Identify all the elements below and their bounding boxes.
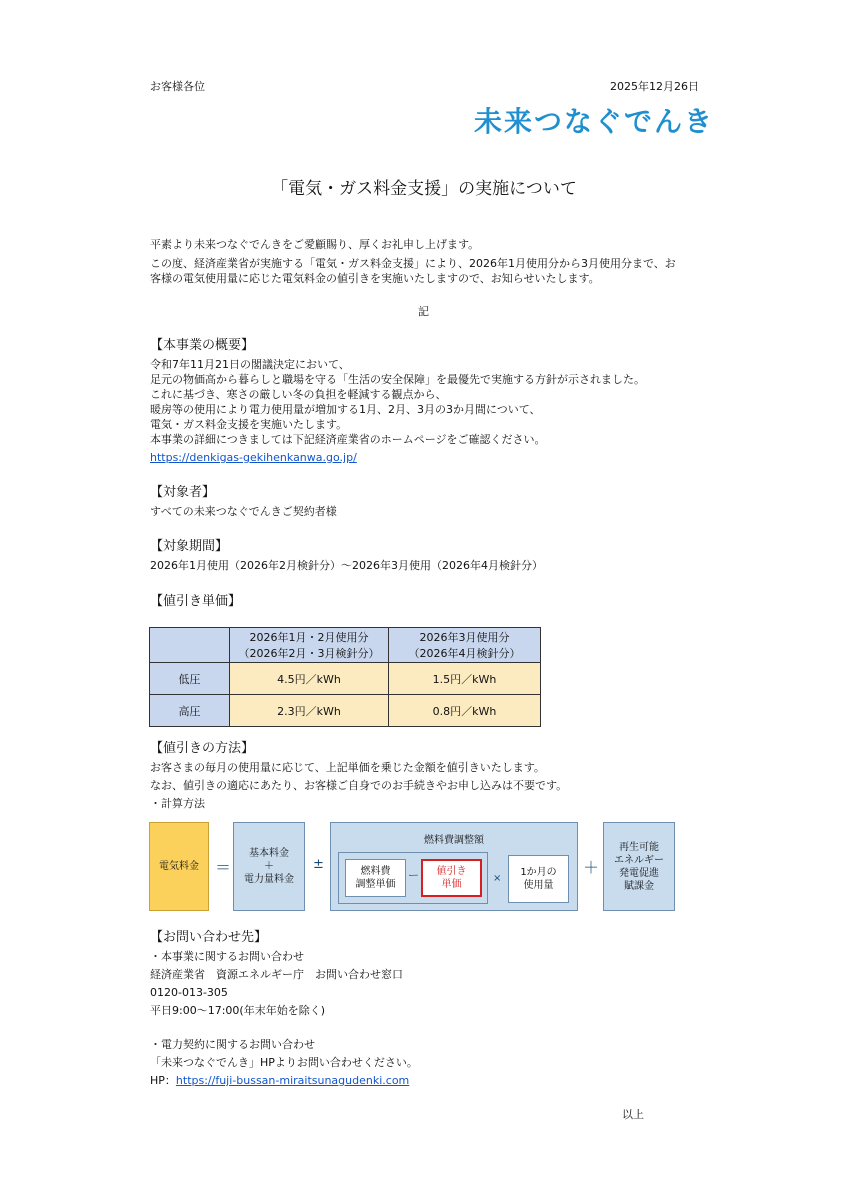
- overview-line-4: 暖房等の使用により電力使用量が増加する1月、2月、3月の3か月間について、: [150, 403, 541, 416]
- table-row: [150, 663, 541, 695]
- overview-line-3: これに基づき、寒さの厳しい冬の負担を軽減する観点から、: [150, 388, 447, 401]
- contact-line-5: ・電力契約に関するお問い合わせ: [150, 1038, 315, 1051]
- date: 2025年12月26日: [610, 80, 699, 93]
- hp-line: [150, 1073, 409, 1088]
- discount-unit-box: [421, 859, 482, 897]
- closing-ijou: 以上: [622, 1108, 644, 1121]
- col2-line1: 2026年3月使用分: [419, 631, 510, 644]
- minus-sign: ー: [408, 869, 419, 882]
- electric-fee-label: 電気料金: [159, 861, 199, 872]
- equals-sign: ＝: [215, 858, 232, 877]
- renew-line3: 発電促進: [619, 867, 659, 879]
- overview-line-2: 足元の物価高から暮らしと職場を守る「生活の安全保障」を最優先で実施する方針が示されました。: [150, 373, 645, 386]
- method-line-1: お客さまの毎月の使用量に応じて、上記単価を乗じた金額を値引きいたします。: [150, 761, 545, 774]
- ki-mark: 記: [418, 305, 429, 318]
- contact-phone: 0120-013-305: [150, 986, 228, 999]
- renew-line4: 賦課金: [624, 880, 654, 892]
- contact-line-2: 経済産業省 資源エネルギー庁 お問い合わせ窓口: [150, 968, 403, 981]
- method-line-2: なお、値引きの適応にあたり、お客様ご自身でのお手続きやお申し込みは不要です。: [150, 779, 568, 792]
- row-label-high: 高圧: [150, 695, 230, 727]
- intro-line-1: 平素より未来つなぐでんきをご愛顧賜り、厚くお礼申し上げます。: [150, 238, 480, 251]
- hp-link[interactable]: https://fuji-bussan-miraitsunagudenki.com: [175, 1074, 410, 1087]
- renew-line2: エネルギー: [614, 854, 664, 866]
- contact-line-1: ・本事業に関するお問い合わせ: [150, 950, 304, 963]
- overview-line-5: 電気・ガス料金支援を実施いたします。: [150, 418, 348, 431]
- basic-fee-line1: 基本料金: [249, 848, 289, 859]
- company-logo: [474, 100, 714, 140]
- col1-line1: 2026年1月・2月使用分: [249, 631, 369, 644]
- cell-high-v2: 0.8円／kWh: [389, 695, 541, 727]
- overview-line-6: 本事業の詳細につきましては下記経済産業省のホームページをご確認ください。: [150, 433, 546, 446]
- discount-line1: 値引き: [436, 866, 467, 877]
- col-header-mar: [389, 628, 541, 663]
- usage-box: [508, 855, 569, 903]
- meti-link[interactable]: https://denkigas-gekihenkanwa.go.jp/: [150, 451, 357, 464]
- times-sign: ×: [493, 873, 502, 884]
- recipient: お客様各位: [150, 80, 205, 93]
- row-label-low: 低圧: [150, 663, 230, 695]
- intro-line-2: この度、経済産業省が実施する「電気・ガス料金支援」により、2026年1月使用分から3月使用分まで、お: [150, 257, 676, 270]
- overview-heading: 【本事業の概要】: [150, 338, 255, 353]
- hp-label: HP：: [150, 1074, 176, 1087]
- basic-fee-line3: 電力量料金: [244, 874, 294, 885]
- usage-line1: 1か月の: [520, 867, 557, 878]
- page-title: 「電気・ガス料金支援」の実施について: [271, 179, 577, 199]
- unit-price-table: [149, 627, 541, 727]
- fuel-adjust-title: 燃料費調整額: [424, 835, 484, 846]
- intro-line-3: 客様の電気使用量に応じた電気料金の値引きを実施いたしますので、お知らせいたします。: [150, 272, 600, 285]
- fuel-unit-line1: 燃料費: [360, 866, 391, 877]
- col2-line2: （2026年4月検針分）: [408, 647, 521, 660]
- renewable-levy-box: [603, 822, 675, 911]
- basic-fee-box: [233, 822, 305, 911]
- contact-heading: 【お問い合わせ先】: [150, 930, 268, 945]
- fuel-unit-box: [345, 859, 406, 897]
- basic-fee-line2: ＋: [264, 861, 274, 872]
- unit-price-heading: 【値引き単価】: [150, 594, 242, 609]
- usage-line2: 使用量: [523, 880, 554, 891]
- col-header-jan-feb: [230, 628, 389, 663]
- method-line-3: ・計算方法: [150, 797, 205, 810]
- discount-line2: 単価: [441, 879, 462, 890]
- method-heading: 【値引きの方法】: [150, 741, 255, 756]
- cell-low-v1: 4.5円／kWh: [230, 663, 389, 695]
- table-corner: [150, 628, 230, 663]
- electric-fee-box: [149, 822, 209, 911]
- target-text: すべての未来つなぐでんきご契約者様: [150, 505, 337, 518]
- overview-line-1: 令和7年11月21日の閣議決定において、: [150, 358, 350, 371]
- fuel-unit-line2: 調整単価: [355, 879, 396, 890]
- target-heading: 【対象者】: [150, 485, 216, 500]
- table-row: [150, 695, 541, 727]
- period-text: 2026年1月使用（2026年2月検針分）～2026年3月使用（2026年4月検針分）: [150, 559, 543, 572]
- col1-line2: （2026年2月・3月検針分）: [238, 647, 380, 660]
- period-heading: 【対象期間】: [150, 539, 229, 554]
- plus-minus-sign: ±: [313, 857, 324, 872]
- renew-line1: 再生可能: [619, 841, 659, 853]
- cell-high-v1: 2.3円／kWh: [230, 695, 389, 727]
- cell-low-v2: 1.5円／kWh: [389, 663, 541, 695]
- plus-sign: ＋: [583, 858, 600, 877]
- contact-hours: 平日9:00～17:00(年末年始を除く): [150, 1004, 325, 1017]
- logo-text: 未来つなぐでんき: [474, 105, 715, 138]
- contact-line-6: 「未来つなぐでんき」HPよりお問い合わせください。: [150, 1056, 418, 1069]
